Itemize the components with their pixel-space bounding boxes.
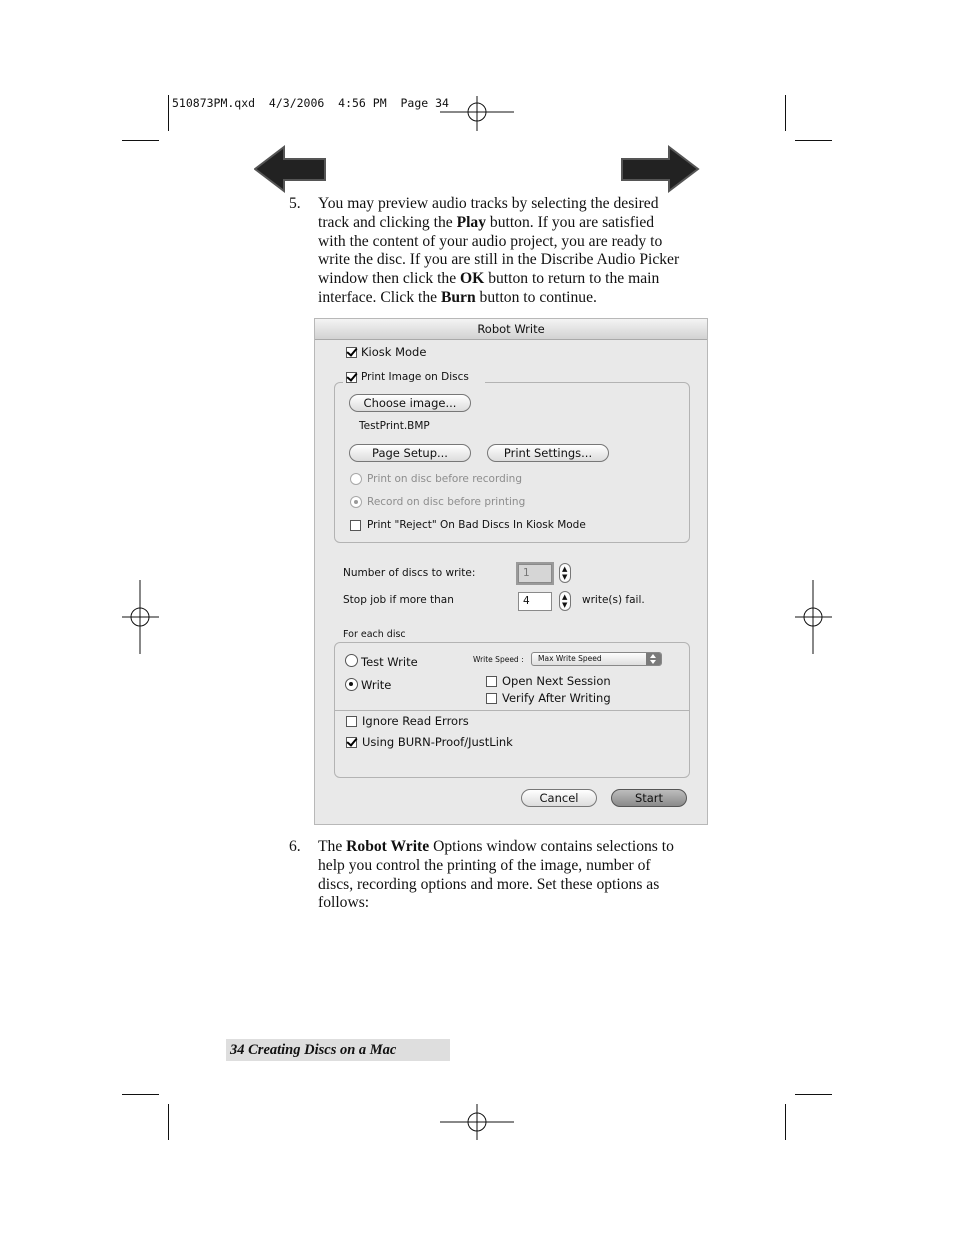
text-line: The Robot Write Options window contains selections to — [318, 838, 674, 855]
text-line: help you control the printing of the image, number of — [318, 856, 651, 874]
kiosk-mode-checkbox[interactable] — [346, 347, 357, 358]
right-arrow-icon[interactable] — [620, 145, 700, 193]
step6-number: 6. — [289, 838, 301, 855]
print-before-label: Print on disc before recording — [367, 473, 522, 485]
burn-proof-checkbox[interactable] — [346, 737, 357, 748]
stop-job-label: Stop job if more than — [343, 594, 454, 606]
open-next-session-label: Open Next Session — [502, 674, 611, 688]
cancel-button[interactable]: Cancel — [521, 789, 597, 807]
robot-write-dialog — [314, 318, 708, 825]
slug-line: 510873PM.qxd 4/3/2006 4:56 PM Page 34 — [172, 96, 449, 110]
for-each-disc-label: For each disc — [343, 629, 406, 640]
text-line: with the content of your audio project, you are ready to — [318, 232, 663, 250]
text-line: window then click the OK button to return to the main — [318, 270, 660, 288]
step5-text — [318, 195, 724, 308]
choose-image-button[interactable]: Choose image... — [349, 394, 471, 412]
stop-job-stepper[interactable]: ▲ ▼ — [559, 591, 571, 611]
write-radio[interactable] — [345, 678, 358, 691]
num-discs-input[interactable]: 1 — [518, 564, 552, 583]
record-before-label: Record on disc before printing — [367, 496, 526, 508]
print-reject-checkbox[interactable] — [350, 520, 361, 531]
text-line: You may preview audio tracks by selecting the desired — [318, 195, 659, 212]
record-before-radio[interactable] — [350, 496, 362, 508]
burn-proof-label: Using BURN-Proof/JustLink — [362, 735, 513, 749]
step5-number: 5. — [289, 195, 301, 212]
text-line: interface. Click the Burn button to continue. — [318, 288, 597, 306]
print-reject-label: Print "Reject" On Bad Discs In Kiosk Mode — [367, 519, 586, 531]
verify-after-checkbox[interactable] — [486, 693, 497, 704]
fail-label: write(s) fail. — [582, 594, 645, 606]
write-speed-label: Write Speed : — [473, 655, 524, 664]
chevron-updown-icon — [646, 653, 661, 665]
left-arrow-icon[interactable] — [254, 145, 328, 193]
text-line: discs, recording options and more. Set these options as — [318, 875, 660, 893]
page-setup-button[interactable]: Page Setup... — [349, 444, 471, 462]
print-image-label: Print Image on Discs — [361, 371, 469, 383]
test-write-label: Test Write — [361, 655, 418, 669]
text-line: follows: — [318, 894, 370, 912]
print-settings-button[interactable]: Print Settings... — [487, 444, 609, 462]
text-line: write the disc. If you are still in the Discribe Audio Picker — [318, 251, 680, 269]
ignore-read-label: Ignore Read Errors — [362, 714, 469, 728]
ignore-read-checkbox[interactable] — [346, 716, 357, 727]
write-label: Write — [361, 678, 392, 692]
print-image-checkbox[interactable] — [346, 372, 357, 383]
stop-job-input[interactable]: 4 — [518, 592, 552, 611]
image-filename: TestPrint.BMP — [359, 420, 430, 432]
footer-text: 34 Creating Discs on a Mac — [230, 1042, 397, 1058]
start-button[interactable]: Start — [611, 789, 687, 807]
num-discs-label: Number of discs to write: — [343, 567, 476, 579]
write-speed-value: Max Write Speed — [538, 654, 602, 663]
dialog-title: Robot Write — [315, 319, 707, 340]
open-next-session-checkbox[interactable] — [486, 676, 497, 687]
group-divider — [335, 710, 689, 711]
text-line: track and clicking the Play button. If you are satisfied — [318, 213, 655, 231]
num-discs-stepper[interactable]: ▲ ▼ — [559, 563, 571, 583]
write-speed-select[interactable] — [531, 652, 662, 666]
test-write-radio[interactable] — [345, 654, 358, 667]
verify-after-label: Verify After Writing — [502, 691, 611, 705]
print-before-radio[interactable] — [350, 473, 362, 485]
step6-text — [318, 838, 724, 913]
kiosk-mode-label: Kiosk Mode — [361, 345, 427, 359]
